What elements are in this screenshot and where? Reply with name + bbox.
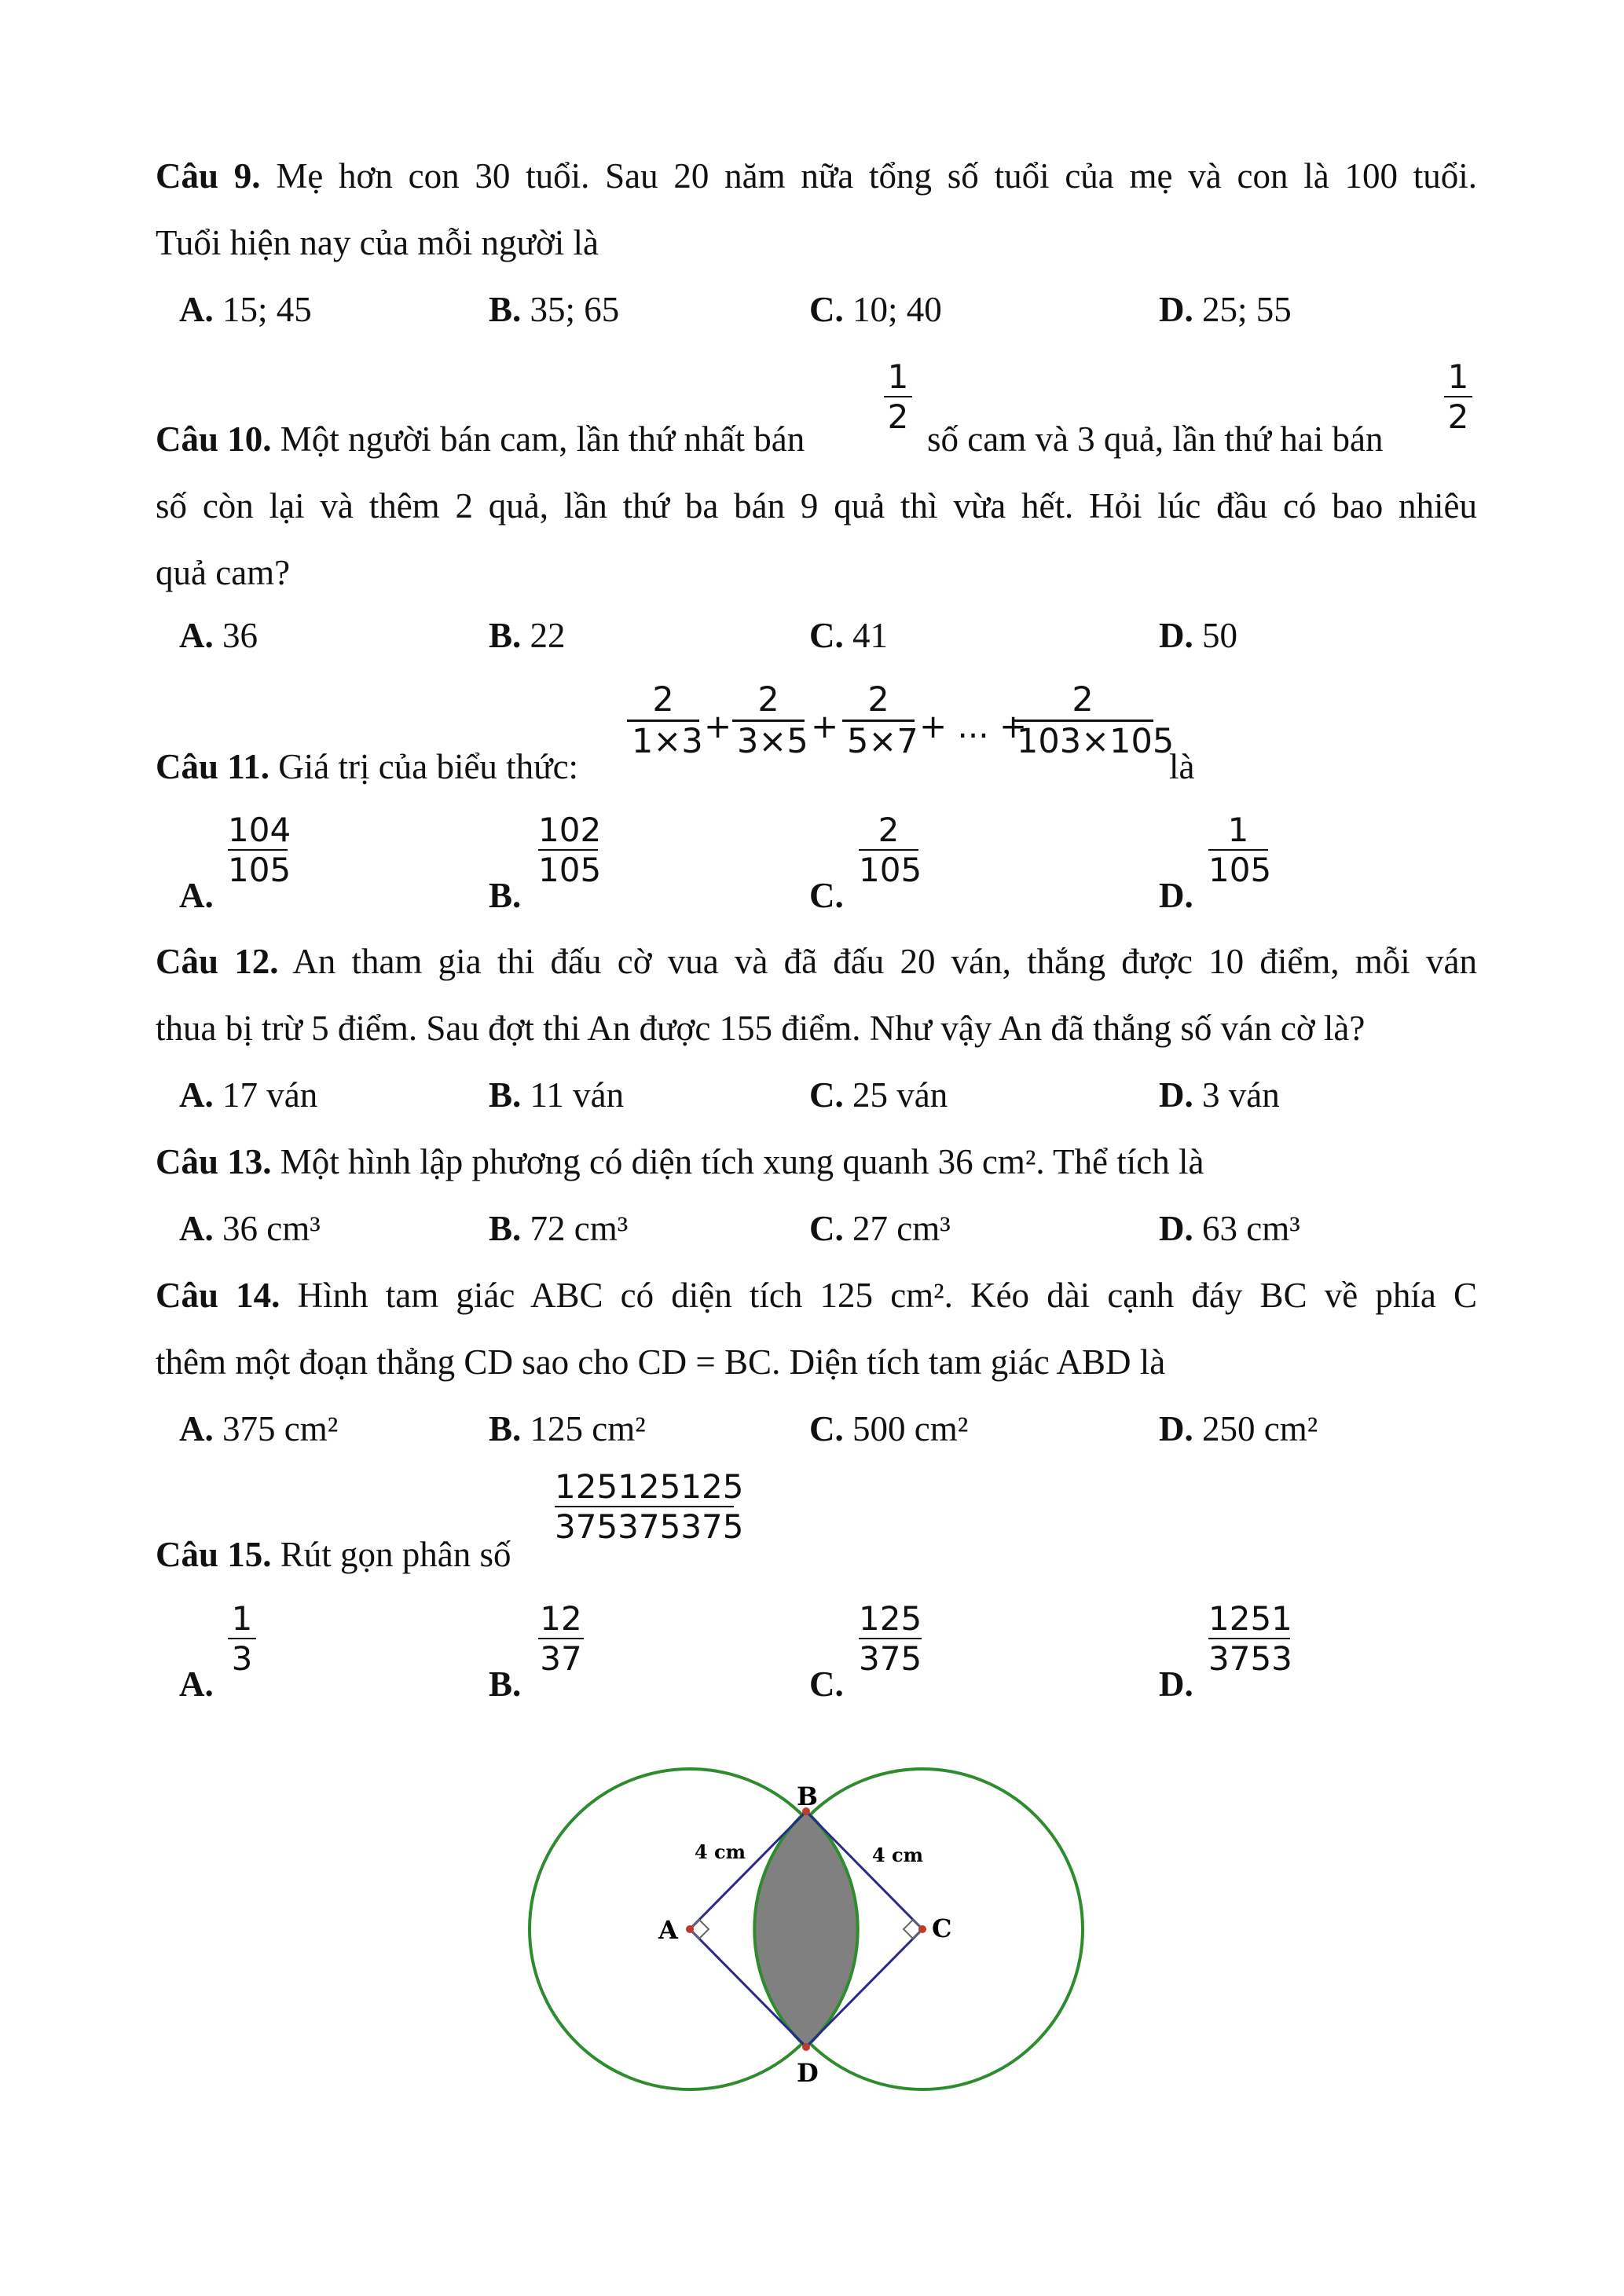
q11-label: Câu 11.	[156, 747, 270, 786]
q12-line2: thua bị trừ 5 điểm. Sau đợt thi An được 155 điểm. Như vậy An đã thắng số ván cờ là?	[156, 1009, 1366, 1048]
q10-line1: Câu 10. Một người bán cam, lần thứ nhất bán	[156, 419, 805, 459]
q15-option-a-fraction: $\frac{1}{3}$	[228, 1599, 256, 1678]
q11-option-d[interactable]: D.	[1159, 876, 1193, 915]
q14-option-b[interactable]: B. 125 cm²	[489, 1409, 646, 1448]
point-d-label: D	[797, 2058, 819, 2088]
q13-option-d[interactable]: D. 63 cm³	[1159, 1209, 1300, 1248]
q14-line2: thêm một đoạn thẳng CD sao cho CD = BC. Diện tích tam giác ABD là	[156, 1342, 1166, 1382]
q14-option-d[interactable]: D. 250 cm²	[1159, 1409, 1318, 1448]
q11-option-a[interactable]: A.	[179, 876, 214, 915]
q15-label: Câu 15.	[156, 1535, 272, 1574]
point-a-dot	[686, 1925, 694, 1933]
q11-option-b[interactable]: B.	[489, 876, 522, 915]
label-ab: 4 cm	[695, 1840, 746, 1863]
q10-text2: số cam và 3 quả, lần thứ hai bán	[927, 419, 1384, 459]
q11-plus-1: +	[704, 707, 732, 745]
point-d-dot	[802, 2043, 810, 2051]
q11-term-last: $\frac{2}{103\times 105}$	[1012, 680, 1153, 761]
q14-option-a[interactable]: A. 375 cm²	[179, 1409, 339, 1448]
q12-line1: Câu 12. An tham gia thi đấu cờ vua và đã đấu 20 ván, thắng được 10 điểm, mỗi ván	[156, 942, 1477, 981]
q10-option-b[interactable]: B. 22	[489, 616, 566, 655]
q15-option-a[interactable]: A.	[179, 1664, 214, 1704]
q9-text1: Mẹ hơn con 30 tuổi. Sau 20 năm nữa tổng số tuổi của mẹ và con là 100 tuổi.	[276, 156, 1478, 196]
q15-option-d-fraction: $\frac{1251}{3753}$	[1208, 1599, 1292, 1678]
q11-term-3: $\frac{2}{5\times 7}$	[842, 680, 915, 761]
q10-option-c[interactable]: C. 41	[809, 616, 888, 655]
point-c-label: C	[932, 1913, 952, 1943]
q15-option-b-fraction: $\frac{12}{37}$	[538, 1599, 584, 1678]
q10-option-a[interactable]: A. 36	[179, 616, 258, 655]
q13-label: Câu 13.	[156, 1142, 272, 1181]
q14-label: Câu 14.	[156, 1276, 280, 1315]
label-bc: 4 cm	[872, 1844, 924, 1866]
q10-fraction-1: $\frac{1}{2}$	[884, 357, 912, 436]
q13-option-c[interactable]: C. 27 cm³	[809, 1209, 951, 1248]
point-a-label: A	[658, 1915, 678, 1945]
q11-option-a-fraction: $\frac{104}{105}$	[228, 811, 291, 889]
q15-line1: Câu 15. Rút gọn phân số	[156, 1535, 511, 1574]
q15-option-b[interactable]: B.	[489, 1664, 522, 1704]
q15-option-c[interactable]: C.	[809, 1664, 844, 1704]
q15-fraction: $\frac{125125125}{375375375}$	[555, 1467, 744, 1546]
q13-line1: Câu 13. Một hình lập phương có diện tích xung quanh 36 cm². Thể tích là	[156, 1142, 1204, 1181]
q9-line2: Tuổi hiện nay của mỗi người là	[156, 223, 599, 262]
q11-option-c-fraction: $\frac{2}{105}$	[859, 811, 922, 889]
q9-option-a[interactable]: A. 15; 45	[179, 290, 312, 329]
q9-line1	[156, 156, 1477, 196]
point-b-label: B	[797, 1782, 819, 1811]
q15-option-d[interactable]: D.	[1159, 1664, 1193, 1704]
q12-option-a[interactable]: A. 17 ván	[179, 1075, 318, 1115]
q10-option-d[interactable]: D. 50	[1159, 616, 1237, 655]
q13-option-b[interactable]: B. 72 cm³	[489, 1209, 629, 1248]
q11-option-d-fraction: $\frac{1}{105}$	[1208, 811, 1272, 889]
q10-line2: số còn lại và thêm 2 quả, lần thứ ba bán 9 quả thì vừa hết. Hỏi lúc đầu có bao nhiêu	[156, 486, 1477, 525]
q10-label: Câu 10.	[156, 419, 272, 459]
q14-option-c[interactable]: C. 500 cm²	[809, 1409, 969, 1448]
q12-option-b[interactable]: B. 11 ván	[489, 1075, 625, 1115]
q9-option-d[interactable]: D. 25; 55	[1159, 290, 1292, 329]
q10-line3: quả cam?	[156, 553, 291, 592]
q11-term-1: $\frac{2}{1\times 3}$	[627, 680, 699, 761]
q9-option-c[interactable]: C. 10; 40	[809, 290, 942, 329]
q9-option-b[interactable]: B. 35; 65	[489, 290, 620, 329]
point-c-dot	[918, 1925, 926, 1933]
q11-term-2: $\frac{2}{3\times 5}$	[732, 680, 805, 761]
q11-option-c[interactable]: C.	[809, 876, 844, 915]
q11-tail: là	[1169, 747, 1195, 786]
q9-label: Câu 9.	[156, 156, 261, 196]
q12-label: Câu 12.	[156, 942, 279, 981]
geometry-figure	[503, 1760, 1116, 2129]
q14-line1: Câu 14. Hình tam giác ABC có diện tích 125 cm². Kéo dài cạnh đáy BC về phía C	[156, 1276, 1477, 1315]
q11-option-b-fraction: $\frac{102}{105}$	[538, 811, 602, 889]
q12-option-c[interactable]: C. 25 ván	[809, 1075, 948, 1115]
q13-option-a[interactable]: A. 36 cm³	[179, 1209, 321, 1248]
q12-option-d[interactable]: D. 3 ván	[1159, 1075, 1280, 1115]
q10-fraction-2: $\frac{1}{2}$	[1444, 357, 1472, 436]
q15-option-c-fraction: $\frac{125}{375}$	[859, 1599, 922, 1678]
q11-line1: Câu 11. Giá trị của biểu thức:	[156, 747, 579, 786]
q11-ellipsis: + ... +	[919, 707, 1028, 745]
q11-plus-2: +	[811, 707, 839, 745]
